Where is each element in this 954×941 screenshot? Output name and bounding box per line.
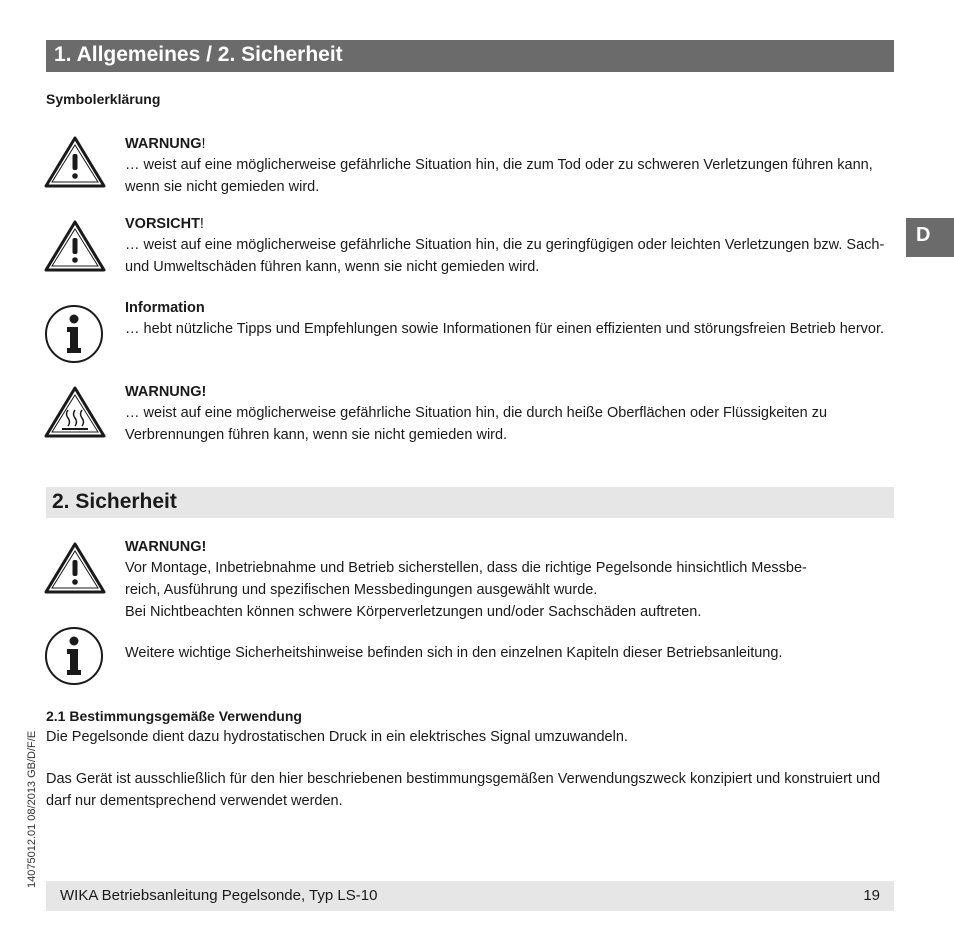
page-number: 19	[863, 887, 880, 904]
info-icon	[44, 304, 104, 364]
paragraph: Das Gerät ist ausschließlich für den hier beschriebenen bestimmungsgemäßen Verwendungszweck konzipiert und konstruiert und darf nur dementsprechend verwendet werden.	[46, 771, 881, 809]
symbol-description: … weist auf eine möglicherweise gefährliche Situation hin, die zum Tod oder zu schweren Verletzungen führen kann, wenn sie nicht gemieden wird.	[125, 157, 873, 195]
section-header-title: 1. Allgemeines / 2. Sicherheit	[54, 43, 343, 66]
subsection-title: 2.1 Bestimmungsgemäße Verwendung	[46, 708, 302, 724]
symbol-explanation-heading: Symbolerklärung	[46, 91, 161, 107]
warning-triangle-icon	[44, 136, 106, 188]
symbol-title: WARNUNG!	[125, 136, 206, 152]
symbol-caution-block	[125, 214, 890, 278]
section-2-header-bar	[46, 487, 894, 518]
page-footer	[46, 881, 894, 911]
symbol-title: VORSICHT!	[125, 216, 204, 232]
warning-triangle-icon	[44, 542, 106, 594]
safety-info-text: Weitere wichtige Sicherheitshinweise befinden sich in den einzelnen Kapiteln dieser Betriebsanleitung.	[125, 645, 783, 661]
language-tab-label: D	[916, 224, 931, 246]
symbol-warning-block	[125, 134, 890, 198]
symbol-hot-surface-block	[125, 382, 890, 446]
symbol-title: WARNUNG!	[125, 384, 207, 400]
info-icon	[44, 626, 104, 686]
hot-surface-icon	[44, 386, 106, 438]
language-tab	[906, 218, 954, 257]
symbol-description: … weist auf eine möglicherweise gefährliche Situation hin, die zu geringfügigen oder leichten Verletzungen bzw. Sach- und Umweltschäden führen kann, wenn sie nicht gemieden wird.	[125, 237, 885, 275]
symbol-description: … weist auf eine möglicherweise gefährliche Situation hin, die durch heiße Oberflächen oder Flüssigkeiten zu Verbrennungen führen kann, wenn sie nicht gemieden wird.	[125, 405, 828, 443]
warning-line: reich, Ausführung und spezifischen Messbedingungen ausgewählt wurde.	[125, 582, 598, 598]
footer-document-title: WIKA Betriebsanleitung Pegelsonde, Typ LS-10	[60, 887, 378, 904]
section-header-bar	[46, 40, 894, 72]
paragraph: Die Pegelsonde dient dazu hydrostatischen Druck in ein elektrisches Signal umzuwandeln.	[46, 729, 628, 745]
safety-warning-block	[125, 537, 890, 623]
warning-title: WARNUNG!	[125, 539, 207, 555]
document-code: 14075012.01 08/2013 GB/D/F/E	[26, 730, 38, 888]
symbol-description: … hebt nützliche Tipps und Empfehlungen sowie Informationen für einen effizienten und störungsfreien Betrieb hervor.	[125, 321, 885, 337]
warning-line: Vor Montage, Inbetriebnahme und Betrieb sicherstellen, dass die richtige Pegelsonde hinsichtlich Messbe-	[125, 560, 807, 576]
symbol-title: Information	[125, 300, 205, 316]
caution-triangle-icon	[44, 220, 106, 272]
section-2-title: 2. Sicherheit	[52, 490, 177, 513]
symbol-information-block	[125, 298, 890, 340]
warning-line: Bei Nichtbeachten können schwere Körperverletzungen und/oder Sachschäden auftreten.	[125, 604, 702, 620]
